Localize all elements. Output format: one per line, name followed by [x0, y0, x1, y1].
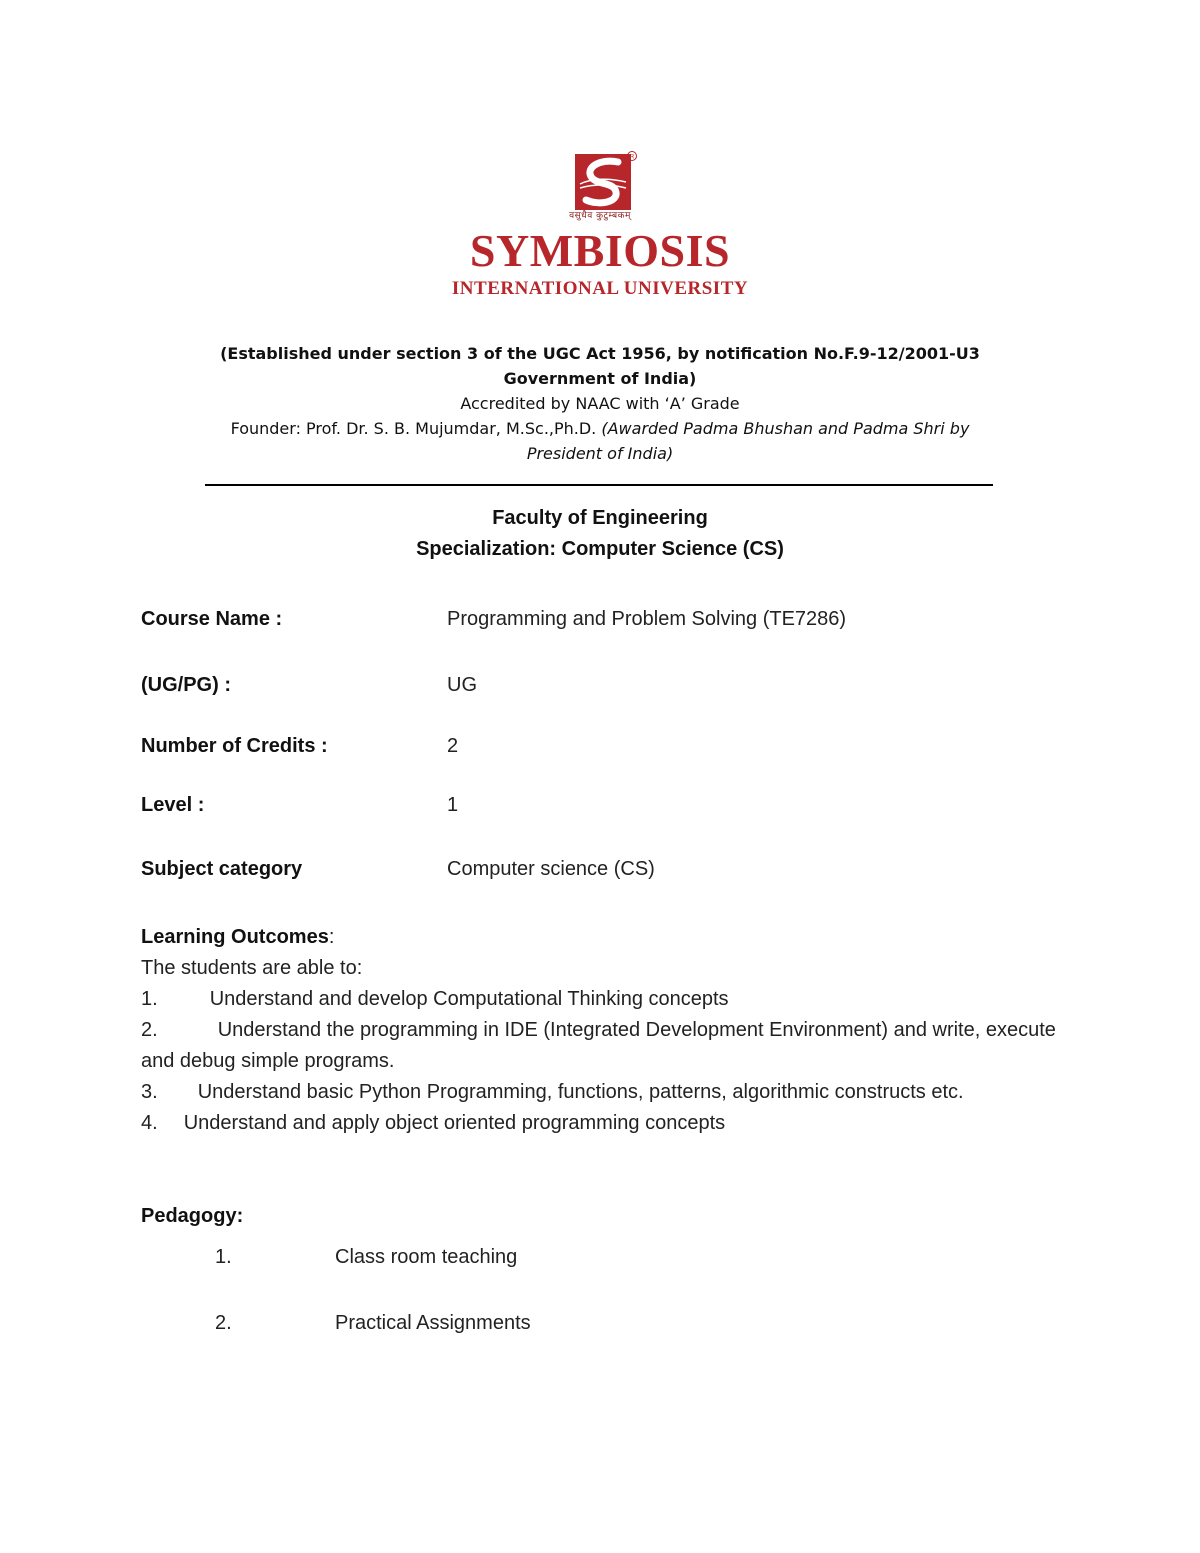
learning-outcomes-heading: Learning Outcomes: — [141, 926, 335, 948]
level-type-row — [141, 670, 1101, 700]
established-line-1: (Established under section 3 of the UGC Act 1956, by notification No.F.9-12/2001-U3 — [220, 344, 980, 363]
learning-outcomes — [141, 922, 1071, 1139]
level-row — [141, 790, 1101, 820]
info-label: (UG/PG) : — [141, 674, 231, 696]
founder-award-2: President of India) — [526, 444, 674, 463]
info-label: Number of Credits : — [141, 735, 328, 757]
faculty-heading — [0, 503, 1200, 565]
learning-outcomes-intro: The students are able to: — [141, 957, 363, 979]
university-name: SYMBIOSIS — [469, 225, 731, 276]
faculty-name: Faculty of Engineering — [492, 507, 708, 529]
info-label: Level : — [141, 794, 205, 816]
header-divider — [205, 484, 993, 486]
credits-row — [141, 731, 1101, 761]
info-label: Subject category — [141, 858, 303, 880]
info-label: Course Name : — [141, 608, 283, 630]
info-value: 1 — [447, 794, 459, 816]
info-value: Computer science (CS) — [447, 858, 655, 880]
list-item: 2. Understand the programming in IDE (Integrated Development Environment) and write, execute and debug simple programs. — [141, 1019, 1056, 1072]
establishment-block — [150, 341, 1050, 466]
university-subtitle: INTERNATIONAL UNIVERSITY — [451, 278, 749, 299]
founder-line — [150, 416, 1050, 441]
registered-mark: R — [629, 154, 635, 161]
pedagogy-heading: Pedagogy: — [141, 1205, 244, 1227]
list-item: 3. Understand basic Python Programming, functions, patterns, algorithmic constructs etc. — [141, 1081, 964, 1103]
course-name-row — [141, 604, 1101, 634]
info-value: Programming and Problem Solving (TE7286) — [447, 608, 847, 630]
logo-tagline: वसुधैव कुटुम्बकम् — [569, 211, 631, 221]
established-line-2: Government of India) — [503, 369, 697, 388]
accreditation-line: Accredited by NAAC with ‘A’ Grade — [460, 394, 740, 413]
info-value: 2 — [447, 735, 459, 757]
subject-category-row — [141, 854, 1101, 884]
list-item: 4. Understand and apply object oriented programming concepts — [141, 1112, 726, 1134]
specialization: Specialization: Computer Science (CS) — [416, 538, 784, 560]
founder-award-1: (Awarded Padma Bhushan and Padma Shri by — [601, 419, 970, 438]
founder-prefix: Founder: Prof. Dr. S. B. Mujumdar, M.Sc.,Ph.D. — [230, 419, 597, 438]
list-item: 1. Understand and develop Computational Thinking concepts — [141, 988, 729, 1010]
info-value: UG — [447, 674, 477, 696]
